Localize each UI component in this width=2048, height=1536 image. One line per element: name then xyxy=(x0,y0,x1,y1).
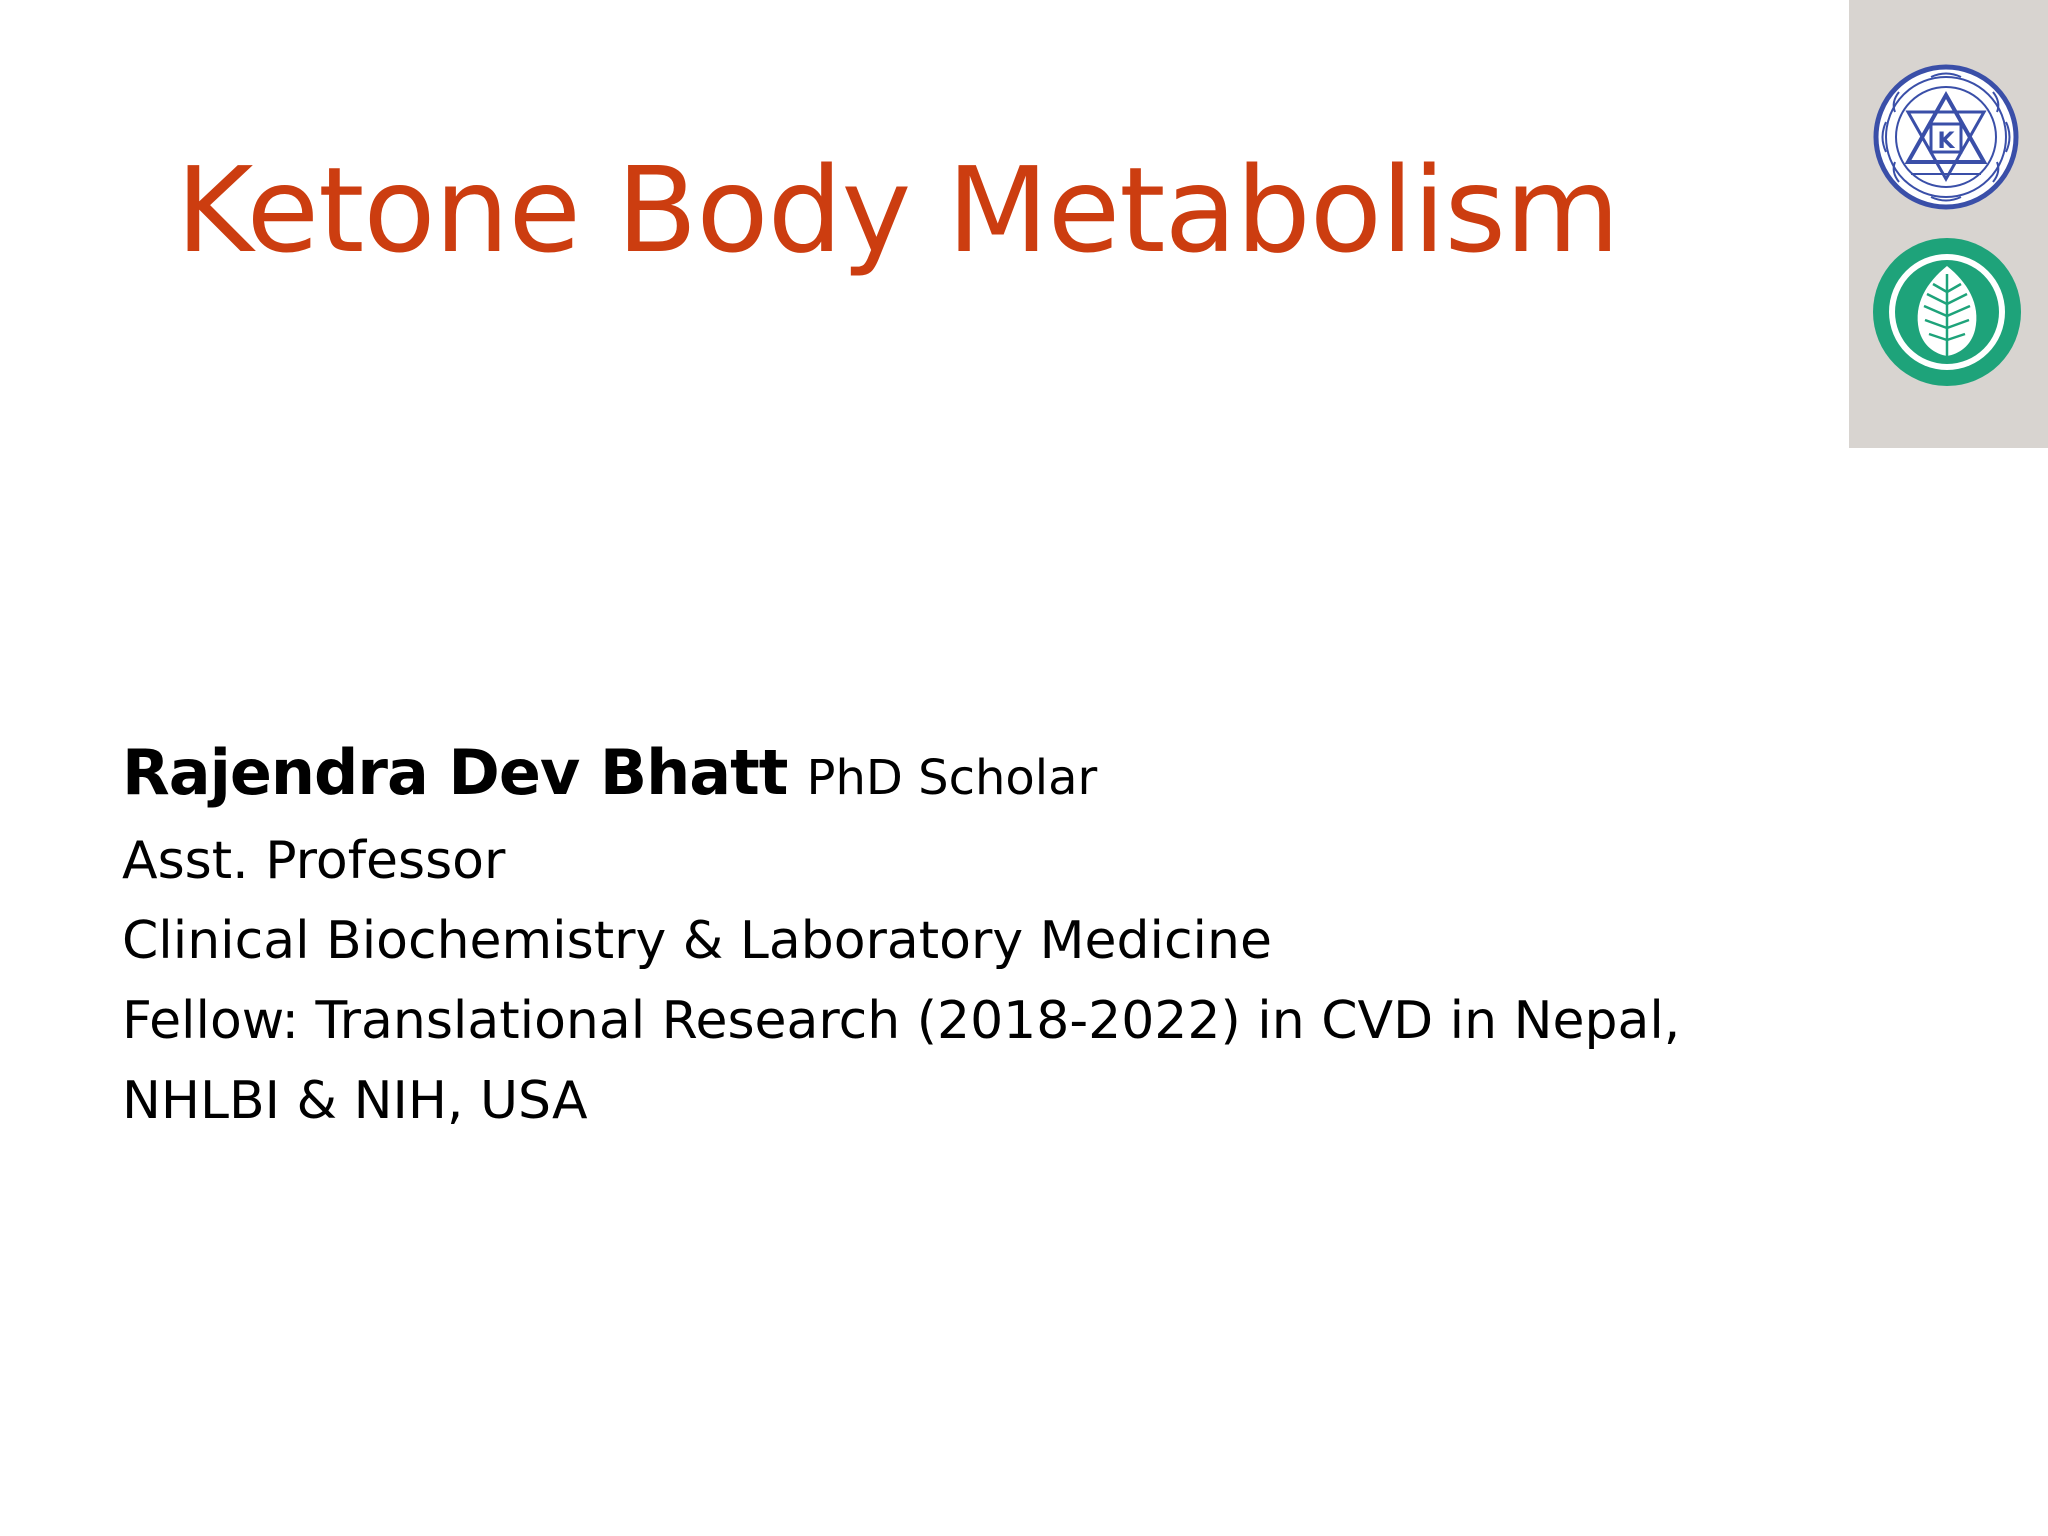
author-position: Asst. Professor xyxy=(122,831,506,891)
author-fellowship: Fellow: Translational Research (2018-2022) in CVD in Nepal, xyxy=(122,991,1681,1051)
slide-title: Ketone Body Metabolism xyxy=(176,141,1619,279)
logo-panel xyxy=(1849,0,2048,448)
author-block xyxy=(122,730,1822,1141)
author-degree: PhD Scholar xyxy=(806,750,1098,806)
author-name: Rajendra Dev Bhatt xyxy=(122,736,788,809)
university-seal-icon xyxy=(1871,62,2021,212)
author-line xyxy=(122,730,1822,821)
author-department: Clinical Biochemistry & Laboratory Medicine xyxy=(122,911,1272,971)
svg-text:K: K xyxy=(1937,129,1955,154)
author-affiliation: NHLBI & NIH, USA xyxy=(122,1071,588,1131)
green-leaf-icon xyxy=(1869,234,2025,390)
